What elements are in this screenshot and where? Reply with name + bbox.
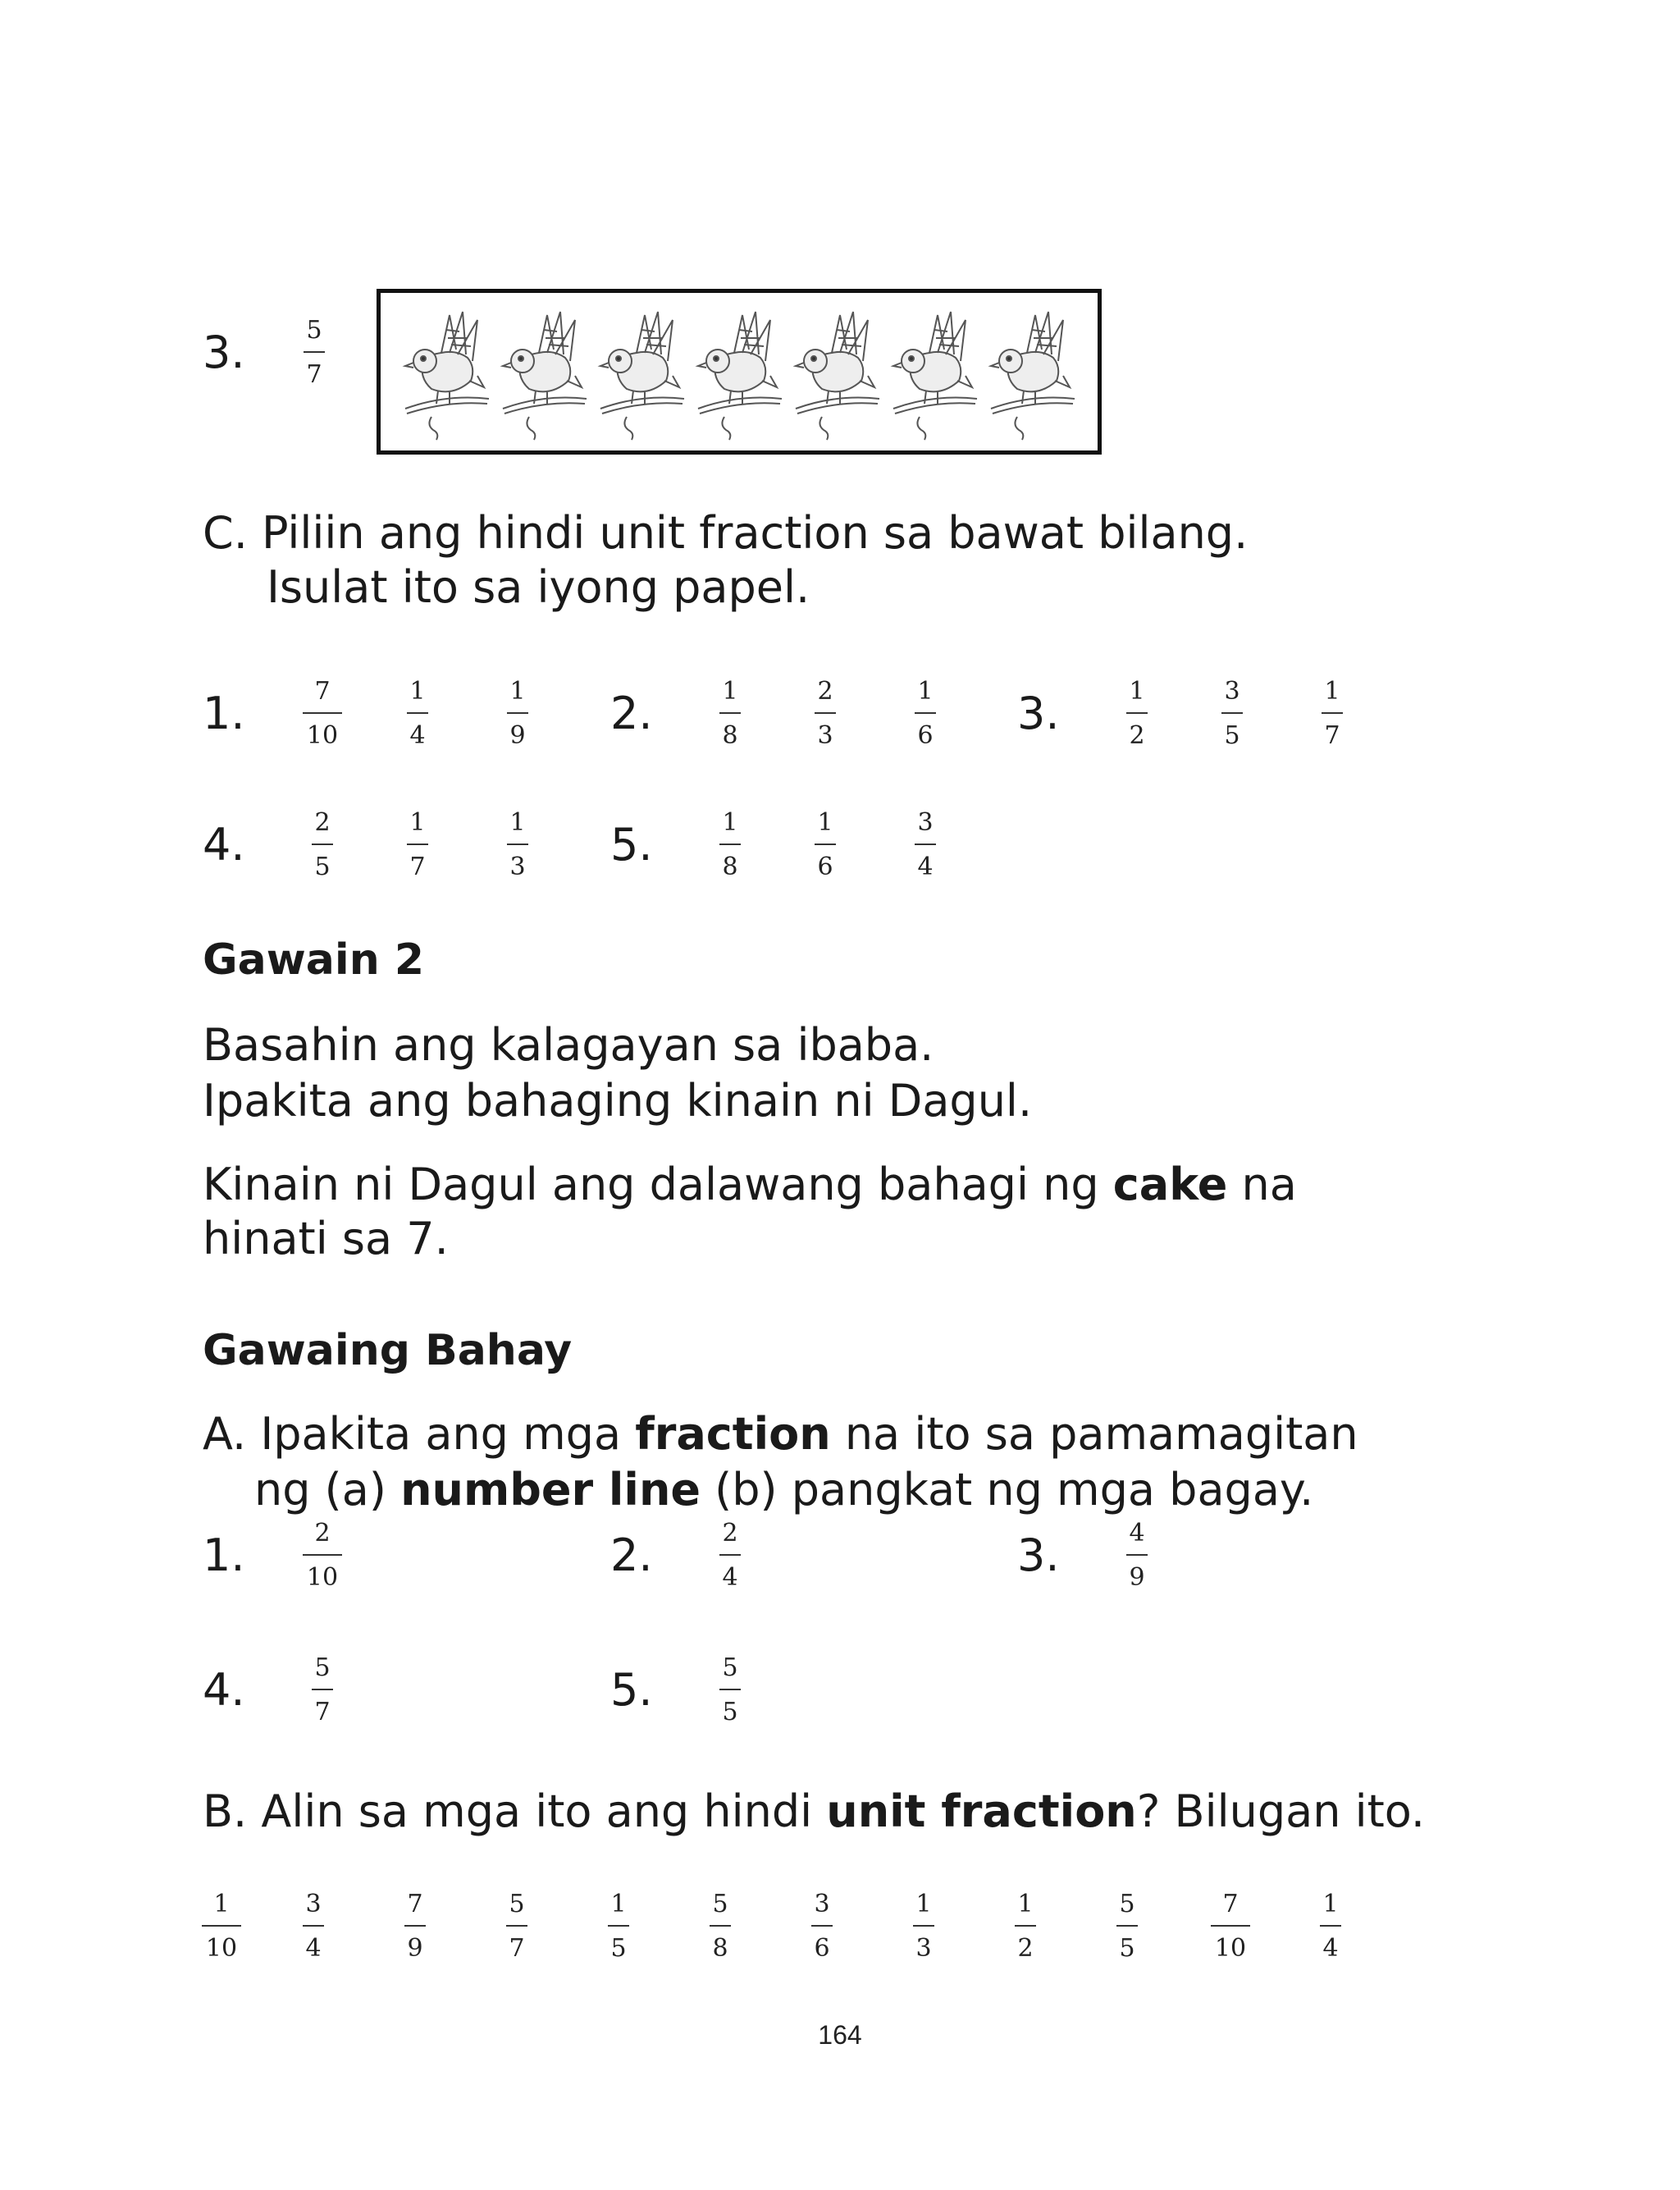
denominator: 7 <box>409 853 426 881</box>
numerator: 5 <box>712 1890 728 1918</box>
numerator: 2 <box>722 1519 738 1548</box>
numerator: 1 <box>509 677 526 706</box>
gawain-2-line-2: Ipakita ang bahaging kinain ni Dagul. <box>203 1075 1033 1127</box>
fraction-bar <box>915 712 936 714</box>
fraction <box>815 809 836 881</box>
fraction-bar <box>1015 1925 1036 1927</box>
fraction-bar <box>303 1554 342 1556</box>
fraction-bar <box>1211 1925 1250 1927</box>
fraction-bar <box>407 712 428 714</box>
item-number: 1. <box>203 688 245 739</box>
bird-icon <box>984 302 1080 441</box>
numerator: 3 <box>305 1890 322 1918</box>
section-c-instruction-line-1: C. Piliin ang hindi unit fraction sa bawat bilang. <box>203 507 1249 559</box>
numerator: 1 <box>1322 1890 1339 1918</box>
fraction-bar <box>407 844 428 845</box>
numerator: 1 <box>1129 677 1145 706</box>
denominator: 7 <box>306 360 322 389</box>
fraction <box>608 1891 629 1963</box>
fraction <box>719 1654 741 1726</box>
fraction-bar <box>1126 712 1148 714</box>
fraction-bar <box>1126 1554 1148 1556</box>
fraction-bar <box>719 712 741 714</box>
fraction-bar <box>1320 1925 1341 1927</box>
item-number: 3. <box>1017 688 1060 739</box>
fraction <box>719 1520 741 1592</box>
denominator: 2 <box>1129 721 1145 750</box>
numerator: 7 <box>1222 1890 1239 1918</box>
fraction-bar <box>1116 1925 1138 1927</box>
denominator: 4 <box>1322 1934 1339 1963</box>
denominator: 9 <box>509 721 526 750</box>
fraction-bar <box>404 1925 426 1927</box>
fraction <box>719 678 741 750</box>
item-number: 4. <box>203 819 245 871</box>
fraction <box>811 1891 833 1963</box>
item-number: 2. <box>610 1529 653 1581</box>
item-number: 5. <box>610 1664 653 1716</box>
bird-icon <box>496 302 591 441</box>
bird-icon <box>887 302 982 441</box>
numerator: 1 <box>409 808 426 837</box>
fraction <box>1015 1891 1036 1963</box>
fraction <box>312 1654 333 1726</box>
denominator: 7 <box>1324 721 1340 750</box>
fraction <box>815 678 836 750</box>
fraction-bar <box>506 1925 527 1927</box>
fraction <box>915 678 936 750</box>
fraction <box>303 678 342 750</box>
fraction <box>303 1891 324 1963</box>
item-number: 5. <box>610 819 653 871</box>
fraction-bar <box>1322 712 1343 714</box>
gawain-2-line-4: hinati sa 7. <box>203 1213 449 1264</box>
item-number: 4. <box>203 1664 245 1716</box>
bird-picture-box <box>377 289 1102 455</box>
denominator: 8 <box>722 721 738 750</box>
fraction <box>506 1891 527 1963</box>
denominator: 6 <box>917 721 934 750</box>
numerator: 7 <box>407 1890 423 1918</box>
fraction-bar <box>202 1925 241 1927</box>
numerator: 3 <box>814 1890 830 1918</box>
denominator: 5 <box>1224 721 1240 750</box>
fraction-bar <box>719 844 741 845</box>
denominator: 4 <box>917 853 934 881</box>
fraction-bar <box>1221 712 1243 714</box>
numerator: 1 <box>509 808 526 837</box>
fraction-bar <box>303 712 342 714</box>
section-c-instruction-line-2: Isulat ito sa iyong papel. <box>267 561 810 613</box>
fraction <box>1322 678 1343 750</box>
fraction <box>719 809 741 881</box>
denominator: 5 <box>722 1698 738 1726</box>
fraction <box>1211 1891 1250 1963</box>
fraction-bar <box>507 712 528 714</box>
fraction-bar <box>608 1925 629 1927</box>
numerator: 1 <box>722 808 738 837</box>
page-number: 164 <box>818 2020 862 2050</box>
fraction-bar <box>303 1925 324 1927</box>
fraction-bar <box>915 844 936 845</box>
denominator: 3 <box>915 1934 932 1963</box>
fraction <box>304 317 325 389</box>
numerator: 5 <box>1119 1890 1135 1918</box>
numerator: 1 <box>409 677 426 706</box>
denominator: 7 <box>314 1698 331 1726</box>
numerator: 2 <box>314 808 331 837</box>
numerator: 1 <box>610 1890 627 1918</box>
numerator: 5 <box>722 1653 738 1682</box>
bird-icon <box>692 302 787 441</box>
fraction-bar <box>913 1925 934 1927</box>
denominator: 7 <box>509 1934 525 1963</box>
denominator: 10 <box>1214 1934 1247 1963</box>
fraction <box>202 1891 241 1963</box>
numerator: 1 <box>817 808 833 837</box>
fraction-bar <box>815 844 836 845</box>
denominator: 6 <box>814 1934 830 1963</box>
numerator: 1 <box>722 677 738 706</box>
denominator: 5 <box>314 853 331 881</box>
fraction <box>1116 1891 1138 1963</box>
numerator: 3 <box>917 808 934 837</box>
fraction <box>407 809 428 881</box>
numerator: 1 <box>915 1890 932 1918</box>
fraction-bar <box>507 844 528 845</box>
fraction-bar <box>312 1689 333 1690</box>
numerator: 1 <box>1324 677 1340 706</box>
denominator: 10 <box>306 1563 339 1592</box>
bird-icon <box>594 302 689 441</box>
numerator: 2 <box>817 677 833 706</box>
fraction <box>1221 678 1243 750</box>
fraction-bar <box>815 712 836 714</box>
gawain-2-line-3: Kinain ni Dagul ang dalawang bahagi ng cake na <box>203 1159 1297 1210</box>
gawaing-bahay-a-line-2: ng (a) number line (b) pangkat ng mga bagay. <box>254 1464 1314 1516</box>
bird-icon <box>789 302 884 441</box>
item-number: 3. <box>1017 1529 1060 1581</box>
fraction <box>1320 1891 1341 1963</box>
fraction-bar <box>304 351 325 353</box>
numerator: 5 <box>509 1890 525 1918</box>
fraction-bar <box>710 1925 731 1927</box>
item-3-number: 3. <box>203 327 245 378</box>
denominator: 10 <box>205 1934 238 1963</box>
denominator: 3 <box>817 721 833 750</box>
fraction <box>507 809 528 881</box>
fraction-bar <box>811 1925 833 1927</box>
denominator: 8 <box>722 853 738 881</box>
numerator: 1 <box>1017 1890 1034 1918</box>
fraction <box>404 1891 426 1963</box>
gawaing-bahay-heading: Gawaing Bahay <box>203 1326 573 1375</box>
denominator: 5 <box>1119 1934 1135 1963</box>
fraction <box>1126 678 1148 750</box>
numerator: 5 <box>306 316 322 345</box>
bird-icon <box>399 302 494 441</box>
numerator: 7 <box>314 677 331 706</box>
denominator: 3 <box>509 853 526 881</box>
fraction-bar <box>719 1689 741 1690</box>
numerator: 1 <box>213 1890 230 1918</box>
fraction <box>312 809 333 881</box>
gawain-2-line-1: Basahin ang kalagayan sa ibaba. <box>203 1019 934 1071</box>
fraction <box>915 809 936 881</box>
denominator: 2 <box>1017 1934 1034 1963</box>
gawain-2-heading: Gawain 2 <box>203 935 425 985</box>
denominator: 9 <box>1129 1563 1145 1592</box>
fraction-bar <box>719 1554 741 1556</box>
fraction <box>507 678 528 750</box>
denominator: 4 <box>409 721 426 750</box>
fraction <box>1126 1520 1148 1592</box>
denominator: 4 <box>722 1563 738 1592</box>
numerator: 4 <box>1129 1519 1145 1548</box>
item-number: 1. <box>203 1529 245 1581</box>
fraction <box>407 678 428 750</box>
fraction-bar <box>312 844 333 845</box>
gawaing-bahay-a-line-1: A. Ipakita ang mga fraction na ito sa pamamagitan <box>203 1408 1358 1460</box>
fraction <box>303 1520 342 1592</box>
denominator: 8 <box>712 1934 728 1963</box>
denominator: 4 <box>305 1934 322 1963</box>
fraction <box>913 1891 934 1963</box>
denominator: 9 <box>407 1934 423 1963</box>
denominator: 6 <box>817 853 833 881</box>
gawaing-bahay-b-instruction: B. Alin sa mga ito ang hindi unit fraction? Bilugan ito. <box>203 1785 1426 1837</box>
numerator: 5 <box>314 1653 331 1682</box>
denominator: 10 <box>306 721 339 750</box>
denominator: 5 <box>610 1934 627 1963</box>
numerator: 3 <box>1224 677 1240 706</box>
item-number: 2. <box>610 688 653 739</box>
numerator: 1 <box>917 677 934 706</box>
fraction <box>710 1891 731 1963</box>
numerator: 2 <box>314 1519 331 1548</box>
